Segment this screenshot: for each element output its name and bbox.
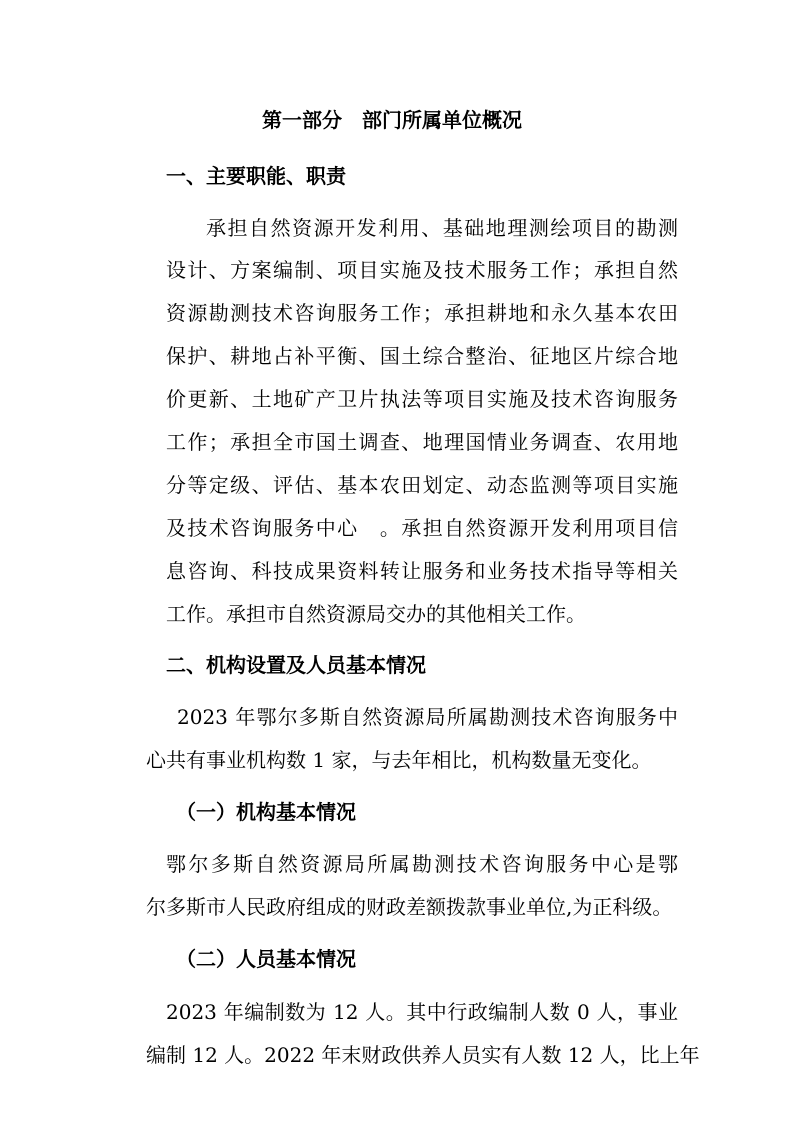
paragraph-line: 价更新、土地矿产卫片执法等项目实施及技术咨询服务 — [166, 387, 678, 411]
paragraph-line: 息咨询、科技成果资料转让服务和业务技术指导等相关 — [166, 559, 678, 583]
paragraph-line: 保护、耕地占补平衡、国土综合整治、征地区片综合地 — [166, 344, 678, 368]
page-title: 第一部分 部门所属单位概况 — [262, 108, 522, 132]
paragraph-line: 尔多斯市人民政府组成的财政差额拨款事业单位,为正科级。 — [146, 895, 673, 919]
paragraph-line: 资源勘测技术咨询服务工作；承担耕地和永久基本农田 — [166, 301, 678, 325]
paragraph-line: 工作。承担市自然资源局交办的其他相关工作。 — [166, 602, 586, 626]
subsection-heading-personnel: （二）人员基本情况 — [176, 947, 356, 971]
paragraph-line: 编制 12 人。2022 年末财政供养人员实有人数 12 人，比上年 — [146, 1043, 700, 1067]
paragraph-line: 及技术咨询服务中心 。承担自然资源开发利用项目信 — [166, 516, 678, 540]
paragraph-line: 工作；承担全市国土调查、地理国情业务调查、农用地 — [166, 430, 678, 454]
paragraph-line: 2023 年鄂尔多斯自然资源局所属勘测技术咨询服务中 — [177, 705, 678, 729]
paragraph-line: 心共有事业机构数 1 家，与去年相比，机构数量无变化。 — [146, 748, 652, 772]
paragraph-line: 分等定级、评估、基本农田划定、动态监测等项目实施 — [166, 473, 678, 497]
paragraph-line: 鄂尔多斯自然资源局所属勘测技术咨询服务中心是鄂 — [166, 852, 678, 876]
section-heading-functions: 一、主要职能、职责 — [166, 164, 346, 188]
section-heading-organization: 二、机构设置及人员基本情况 — [166, 653, 426, 677]
subsection-heading-institutions: （一）机构基本情况 — [176, 800, 356, 824]
paragraph-line: 承担自然资源开发利用、基础地理测绘项目的勘测 — [206, 216, 678, 240]
paragraph-line: 2023 年编制数为 12 人。其中行政编制人数 0 人，事业 — [166, 1000, 678, 1024]
paragraph-line: 设计、方案编制、项目实施及技术服务工作；承担自然 — [166, 258, 678, 282]
